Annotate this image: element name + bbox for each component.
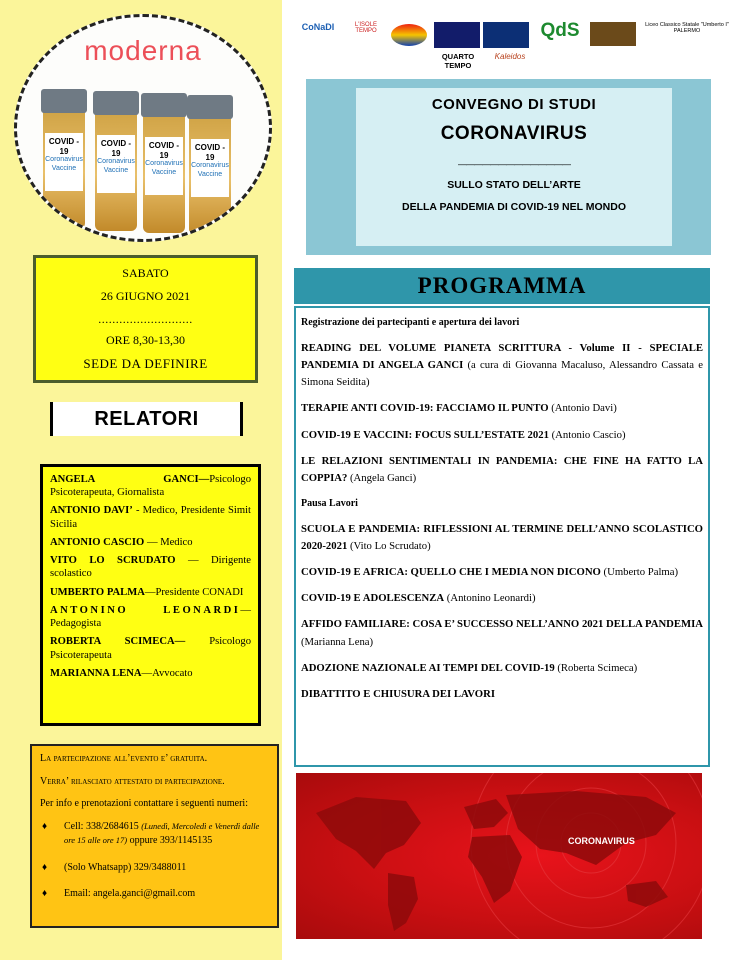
world-map — [296, 773, 702, 939]
event-day: SABATO — [122, 266, 169, 280]
dotted-separator: ........................... — [98, 312, 193, 326]
convegno-line2: DELLA PANDEMIA DI COVID-19 NEL MONDO — [401, 201, 626, 213]
speaker-item: MARIANNA LENA—Avvocato — [50, 667, 193, 679]
photo-logo — [590, 22, 636, 46]
contact-cell: ♦ Cell: 338/2684615 (Lunedì, Mercoledì e Venerdì dalle ore 15 alle ore 17) oppure 393/1145135 — [42, 820, 260, 846]
speaker-item: ROBERTA SCIMECA— Psicologo Psicoterapeuta — [50, 636, 251, 661]
blue-banner-logo — [483, 22, 529, 48]
convegno-box — [356, 88, 672, 246]
program-item: TERAPIE ANTI COVID-19: FACCIAMO IL PUNTO (Antonio Davi) — [301, 402, 617, 415]
speaker-item: UMBERTO PALMA—Presidente CONADI — [50, 586, 244, 598]
info-box — [30, 744, 279, 928]
vaccine-vial: COVID - 19 Coronavirus Vaccine — [43, 89, 85, 229]
programma-heading: PROGRAMMA — [294, 268, 710, 304]
quarto-tempo-logo: QUARTO TEMPO — [441, 52, 475, 70]
speaker-item: ANTONIO CASCIO — Medico — [50, 536, 193, 548]
contact-email[interactable]: ♦ Email: angela.ganci@gmail.com — [42, 888, 196, 899]
sponsor-logos — [294, 18, 734, 78]
blue-banner-logo — [434, 22, 480, 48]
vaccine-vial: COVID - 19 Coronavirus Vaccine — [95, 91, 137, 231]
program-item: LE RELAZIONI SENTIMENTALI IN PANDEMIA: CHE FINE HA FATTO LA COPPIA? (Angela Ganci) — [301, 454, 703, 484]
program-item: SCUOLA E PANDEMIA: RIFLESSIONI AL TERMINE DELL’ANNO SCOLASTICO 2020-2021 (Vito Lo Scrudato) — [301, 522, 703, 552]
kaleidos-logo: Kaleidos — [494, 52, 526, 61]
event-time: ORE 8,30-13,30 — [106, 333, 185, 347]
convegno-title: CONVEGNO DI STUDI — [431, 96, 597, 113]
program-item: COVID-19 E ADOLESCENZA (Antonino Leonardi) — [301, 592, 536, 605]
program-item: Pausa Lavori — [301, 497, 358, 509]
speaker-item: ANTONIO DAVI’ - Medico, Presidente Simit Sicilia — [50, 505, 251, 530]
contacts-intro: Per info e prenotazioni contattare i seguenti numeri: — [40, 798, 248, 809]
certificate-note: Verra’ rilasciato attestato di partecipazione. — [40, 775, 225, 787]
free-participation: La partecipazione all’evento e’ gratuita. — [40, 753, 208, 764]
speaker-item: VITO LO SCRUDATO — Dirigente scolastico — [50, 555, 251, 580]
program-item: Registrazione dei partecipanti e apertura dei lavori — [301, 317, 520, 328]
conadi-logo: CoNaDI — [301, 22, 335, 32]
vaccine-photo — [14, 14, 272, 242]
vaccine-vial: COVID - 19 Coronavirus Vaccine — [189, 95, 231, 235]
program-item: READING DEL VOLUME PIANETA SCRITTURA - Volume II - SPECIALE PANDEMIA DI ANGELA GANCI (a cura di Giovanna Macaluso, Alessandro Cassata e Simona Seidita) — [301, 342, 703, 389]
world-map-graphic — [296, 773, 702, 939]
event-place: SEDE DA DEFINIRE — [83, 356, 208, 371]
colorful-logo — [391, 24, 427, 46]
convegno-rule: —————————————— — [458, 159, 570, 169]
vaccine-vial: COVID - 19 Coronavirus Vaccine — [143, 93, 185, 233]
speaker-item: ANTONINO LEONARDI—Pedagogista — [50, 604, 251, 630]
speakers-list — [40, 464, 261, 726]
contact-whatsapp: ♦ (Solo Whatsapp) 329/3488011 — [42, 861, 187, 873]
program-item: DIBATTITO E CHIUSURA DEI LAVORI — [301, 687, 495, 700]
qds-logo: QdS — [540, 20, 580, 41]
association-logo: L'ISOLE TEMPO — [354, 22, 378, 34]
programma-list — [294, 306, 710, 767]
program-item: COVID-19 E AFRICA: QUELLO CHE I MEDIA NON DICONO (Umberto Palma) — [301, 566, 679, 579]
speaker-item: ANGELA GANCI—Psicologo Psicoterapeuta, Giornalista — [50, 474, 251, 499]
liceo-logo: Liceo Classico Statale "Umberto I" PALERMO — [645, 22, 729, 34]
moderna-logo: moderna — [84, 35, 202, 66]
convegno-subject: CORONAVIRUS — [440, 123, 588, 144]
map-label: CORONAVIRUS — [568, 836, 635, 846]
event-date: 26 GIUGNO 2021 — [100, 289, 191, 303]
program-item: COVID-19 E VACCINI: FOCUS SULL’ESTATE 2021 (Antonio Cascio) — [301, 428, 626, 441]
program-item: AFFIDO FAMILIARE: COSA E’ SUCCESSO NELL’ANNO 2021 DELLA PANDEMIA (Marianna Lena) — [301, 618, 703, 648]
program-item: ADOZIONE NAZIONALE AI TEMPI DEL COVID-19 (Roberta Scimeca) — [301, 661, 638, 674]
convegno-line1: SULLO STATO DELL’ARTE — [447, 179, 581, 191]
date-box — [33, 255, 258, 383]
relatori-heading: RELATORI — [50, 402, 243, 436]
